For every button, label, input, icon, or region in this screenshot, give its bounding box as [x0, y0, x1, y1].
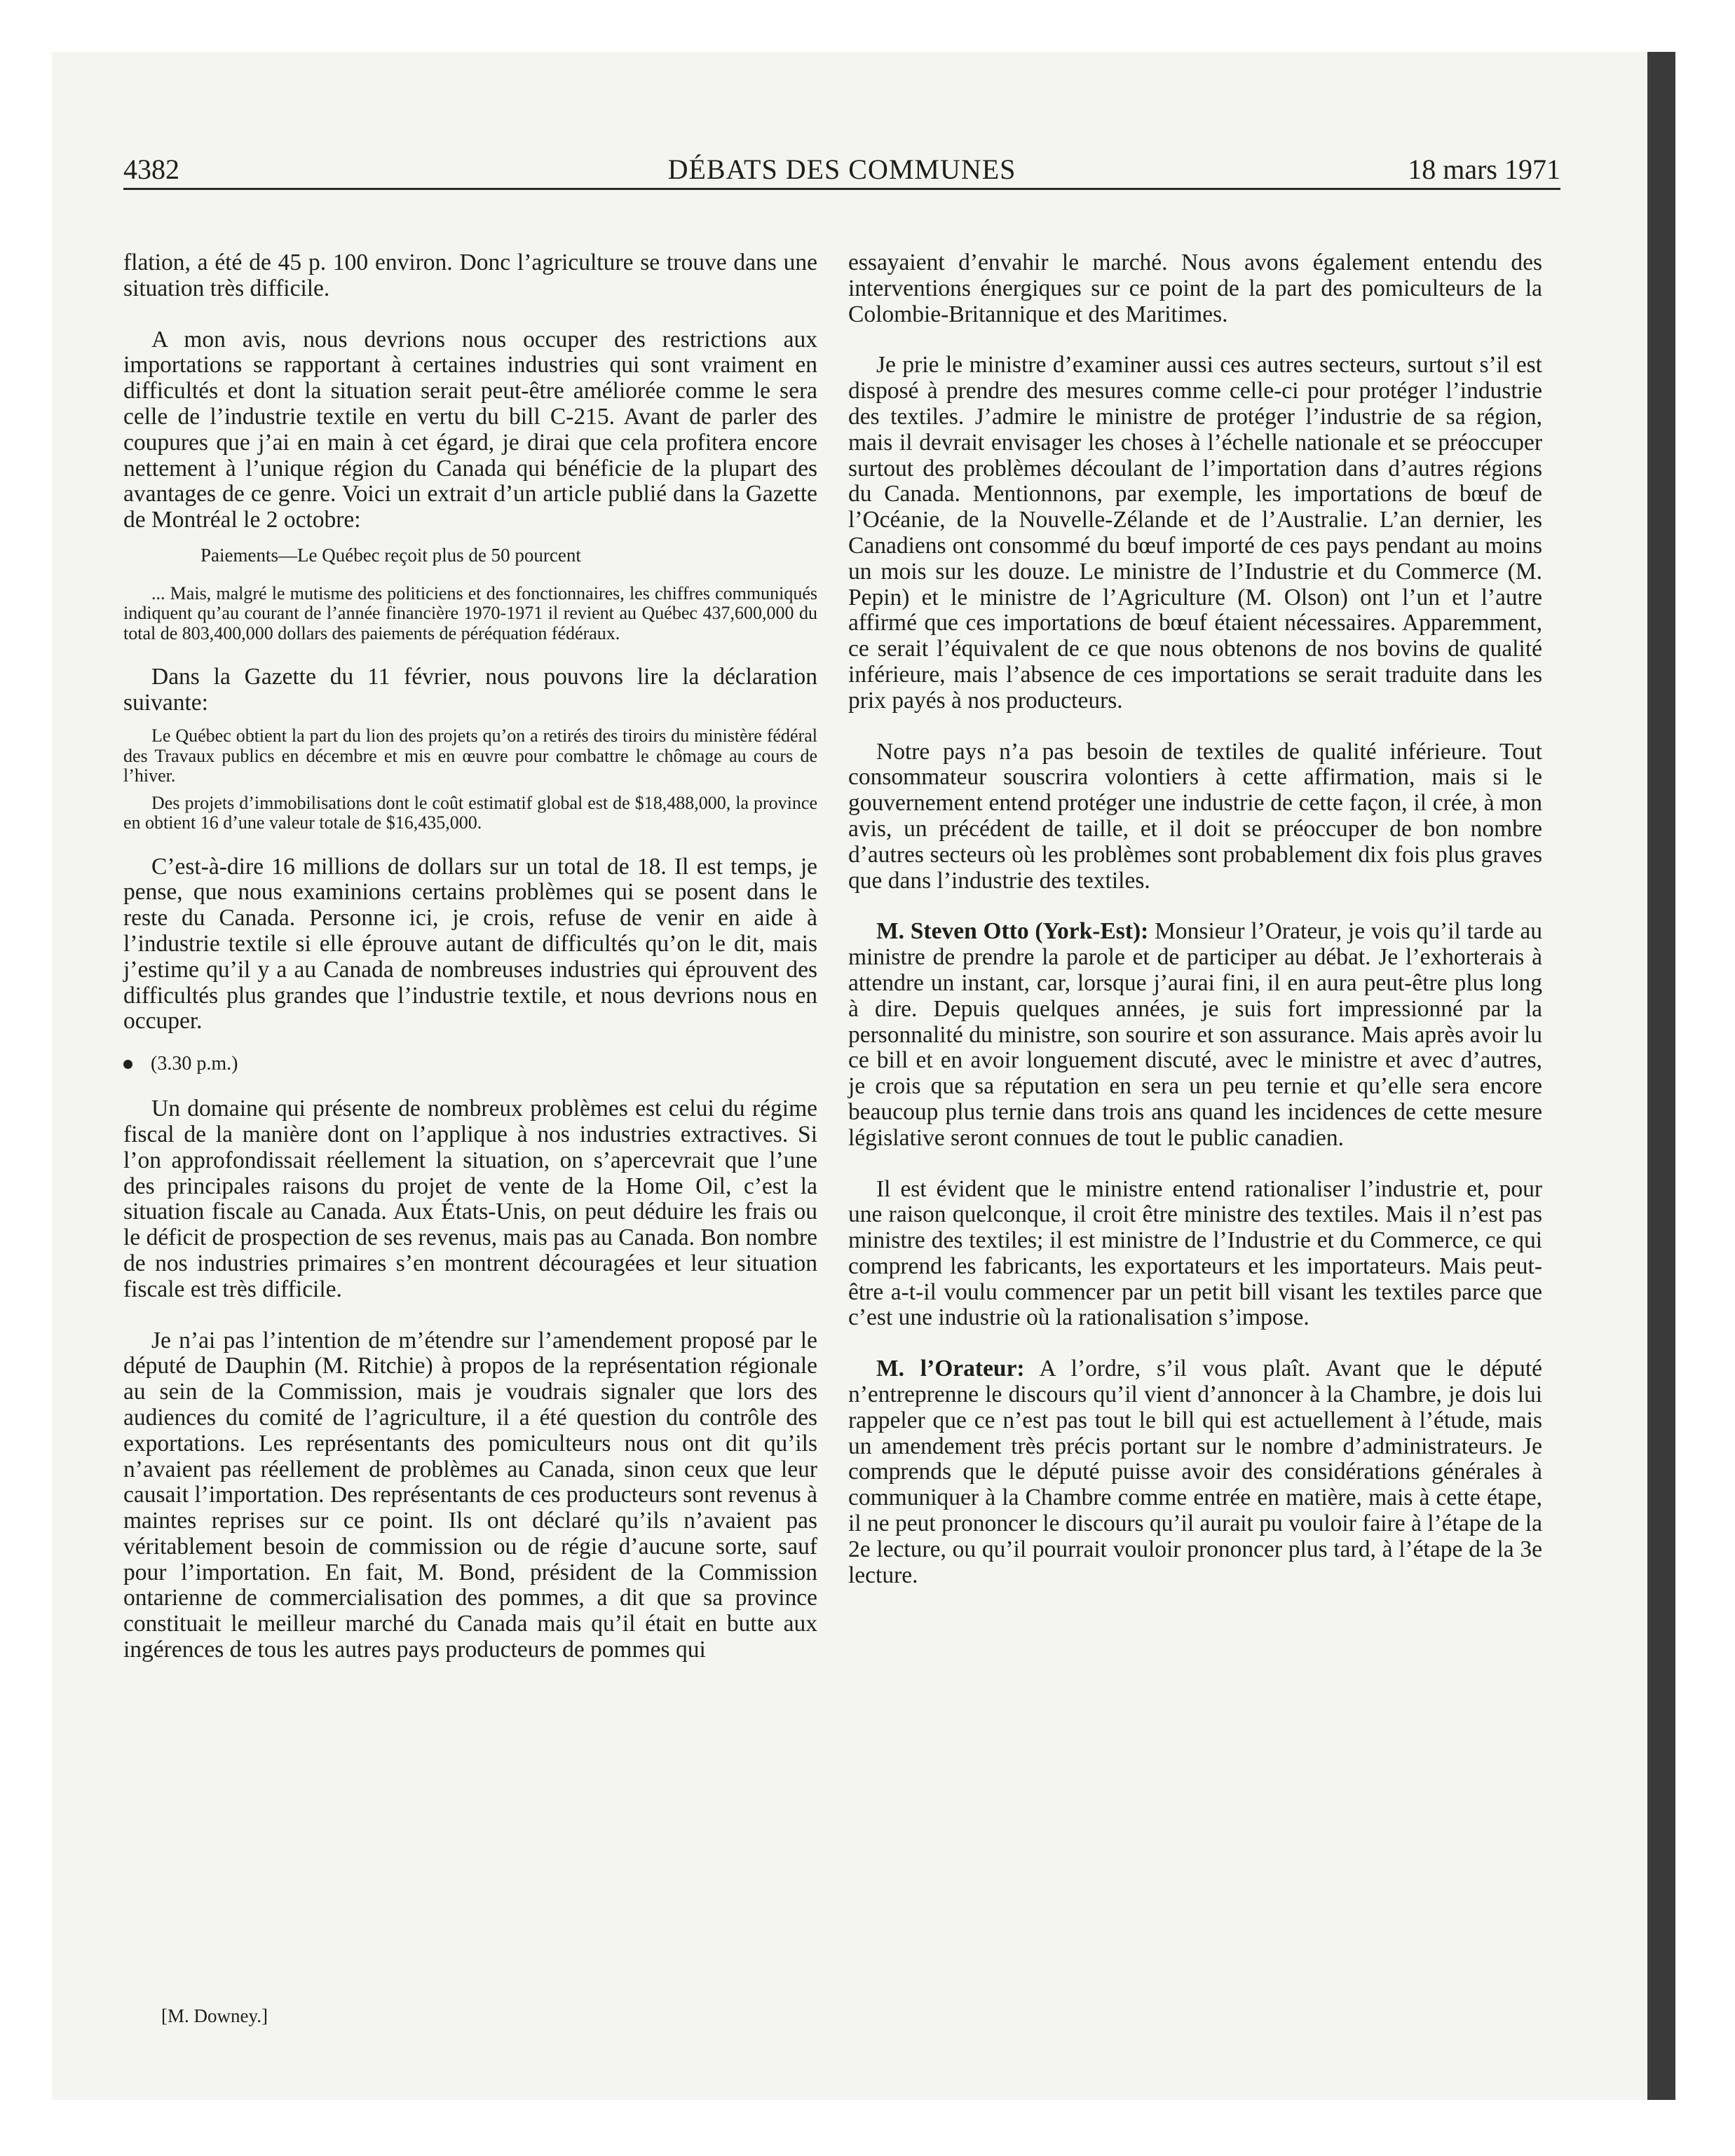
- speaker-name: M. Steven Otto (York-Est):: [876, 918, 1149, 945]
- paragraph: Dans la Gazette du 11 février, nous pouvons lire la déclaration suivante:: [123, 664, 817, 716]
- quote-text: Le Québec obtient la part du lion des projets qu’on a retirés des tiroirs du ministère fédéral des Travaux publics en décembre et mis en œuvre pour combattre le chômage au cours de l’hiver.: [123, 725, 817, 786]
- paragraph: Je n’ai pas l’intention de m’étendre sur l’amendement proposé par le député de Dauphin (M. Ritchie) à propos de la représentation régionale au sein de la Commission, mais je voudrais signaler que lors des audiences du comité de l’agriculture, il a été question du contrôle des exportations. Les représentants des pomiculteurs nous ont dit qu’ils n’avaient pas réellement de problèmes au Canada, sinon ceux que leur causait l’importation. Des représentants de ces producteurs sont revenus à maintes reprises sur ce point. Ils ont déclaré qu’ils n’avaient pas véritablement besoin de commission ou de régie d’aucune sorte, sauf pour l’importation. En fait, M. Bond, président de la Commission ontarienne de commercialisation des pommes, a dit que sa province constituait le meilleur marché du Canada mais qu’il était en butte aux ingérences de tous les autres pays producteurs de pommes qui: [123, 1327, 817, 1663]
- page-header: [123, 150, 1560, 189]
- bullet-icon: [123, 1060, 132, 1069]
- time-marker: [123, 1051, 817, 1077]
- speech-text: A l’ordre, s’il vous plaît. Avant que le député n’entreprenne le discours qu’il vient d’annoncer à la Chambre, je dois lui rappeler que ce n’est pas tout le bill qui est actuellement à l’étude, mais un amendement très précis portant sur le nombre d’administrateurs. Je comprends que le député puisse avoir des considérations générales à communiquer à la Chambre comme entrée en matière, mais à cette étape, il ne peut prononcer le discours qu’il aurait pu vouloir faire à l’étape de la 2e lecture, ou qu’il pourrait vouloir prononcer plus tard, à l’étape de la 3e lecture.: [848, 1356, 1542, 1588]
- quote-text: ... Mais, malgré le mutisme des politiciens et des fonctionnaires, les chiffres communiqués indiquent qu’au courant de l’année financière 1970-1971 il revient au Québec 437,600,000 du total de 803,400,000 dollars des paiements de péréquation fédéraux.: [123, 582, 817, 643]
- paragraph: C’est-à-dire 16 millions de dollars sur un total de 18. Il est temps, je pense, que nous examinions certains problèmes qui se posent dans le reste du Canada. Personne ici, je crois, refuse de venir en aide à l’industrie textile si elle éprouve autant de difficultés qu’on le dit, mais j’estime qu’il y a au Canada de nombreuses industries qui éprouvent des difficultés plus grandes que l’industrie textile, et nous devrions nous en occuper.: [123, 853, 817, 1035]
- left-column: [123, 250, 817, 1688]
- speaker-attribution: [M. Downey.]: [161, 2005, 268, 2026]
- speech-text: Monsieur l’Orateur, je vois qu’il tarde au ministre de prendre la parole et de participer au débat. Je l’exhorterais à attendre un instant, car, lorsque j’aurai fini, il en aura peut-être plus long à dire. Depuis quelques années, je suis fort impressionné par la personnalité du ministre, son sourire et son assurance. Mais après avoir lu ce bill et en avoir longuement discuté, avec le ministre et avec d’autres, je crois que sa réputation en sera un peu ternie et qu’elle sera encore beaucoup plus ternie dans trois ans quand les incidences de cette mesure législative seront connues de tout le public canadien.: [848, 918, 1542, 1151]
- publication-title: DÉBATS DES COMMUNES: [667, 153, 1016, 185]
- right-column: [848, 250, 1542, 1613]
- header-rule: [123, 188, 1560, 190]
- paragraph: Il est évident que le ministre entend rationaliser l’industrie et, pour une raison quelconque, il croit être ministre des textiles. Mais il n’est pas ministre des textiles; il est ministre de l’Industrie et du Commerce, ce qui comprend les fabricants, les exportateurs et les importateurs. Mais peut-être a-t-il voulu commencer par un petit bill visant les textiles parce que c’est une industrie où la rationalisation s’impose.: [848, 1175, 1542, 1331]
- time-label: (3.30 p.m.): [151, 1053, 238, 1075]
- paragraph: Je prie le ministre d’examiner aussi ces autres secteurs, surtout s’il est disposé à prendre des mesures comme celle-ci pour protéger l’industrie des textiles. J’admire le ministre de protéger l’industrie de sa région, mais il devrait envisager les choses à l’échelle nationale et se préoccuper surtout des problèmes découlant de l’importation dans d’autres régions du Canada. Mentionnons, par exemple, les importations de bœuf de l’Océanie, de la Nouvelle-Zélande et de l’Australie. L’an dernier, les Canadiens ont consommé du bœuf importé de ces pays pendant au moins un mois sur les douze. Le ministre de l’Industrie et du Commerce (M. Pepin) et le ministre de l’Agriculture (M. Olson) ont l’un et l’autre affirmé que ces importations de bœuf étaient nécessaires. Apparemment, ce serait l’équivalent de ce que nous obtenons de nos bovins de qualité inférieure, mais l’absence de ces importations se serait traduite dans les prix payés à nos producteurs.: [848, 352, 1542, 714]
- paragraph: essayaient d’envahir le marché. Nous avons également entendu des interventions énergiques sur ce point de la part des pomiculteurs de la Colombie-Britannique et des Maritimes.: [848, 250, 1542, 327]
- paragraph: Notre pays n’a pas besoin de textiles de qualité inférieure. Tout consommateur souscrira volontiers à cette affirmation, mais si le gouvernement entend protéger une industrie de cette façon, il crée, à mon avis, un précédent de taille, et il doit se préoccuper de bon nombre d’autres secteurs où les problèmes sont probablement dix fois plus graves que dans l’industrie des textiles.: [848, 738, 1542, 894]
- page-date: 18 mars 1971: [1408, 153, 1560, 185]
- paragraph: A mon avis, nous devrions nous occuper des restrictions aux importations se rapportant à certaines industries qui sont vraiment en difficultés et dont la situation serait peut-être améliorée comme le sera celle de l’industrie textile en vertu du bill C-215. Avant de parler des coupures que j’ai en main à cet égard, je dirai que cela profitera encore nettement à l’unique région du Canada qui bénéficie de la plupart des avantages de ce genre. Voici un extrait d’un article publié dans la Gazette de Montréal le 2 octobre:: [123, 326, 817, 533]
- speech-paragraph: [848, 1356, 1542, 1588]
- scan-edge-bar: [1647, 52, 1675, 2100]
- quote-heading: Paiements—Le Québec reçoit plus de 50 pourcent: [200, 544, 581, 566]
- paragraph: flation, a été de 45 p. 100 environ. Donc l’agriculture se trouve dans une situation très difficile.: [123, 250, 817, 301]
- speech-paragraph: [848, 919, 1542, 1151]
- paragraph: Un domaine qui présente de nombreux problèmes est celui du régime fiscal de la manière dont on l’applique à nos industries extractives. Si l’on approfondissait réellement la situation, on s’apercevrait que l’une des principales raisons du projet de vente de la Home Oil, c’est la situation fiscale au Canada. Aux États-Unis, on peut déduire les frais ou le déficit de prospection de ses revenus, mais pas au Canada. Bon nombre de nos industries primaires s’en montrent découragées et leur situation fiscale est très difficile.: [123, 1096, 817, 1302]
- speaker-name: M. l’Orateur:: [876, 1356, 1025, 1382]
- page-number: 4382: [123, 153, 179, 185]
- quote-text: Des projets d’immobilisations dont le coût estimatif global est de $18,488,000, la province en obtient 16 d’une valeur totale de $16,435,000.: [123, 792, 817, 833]
